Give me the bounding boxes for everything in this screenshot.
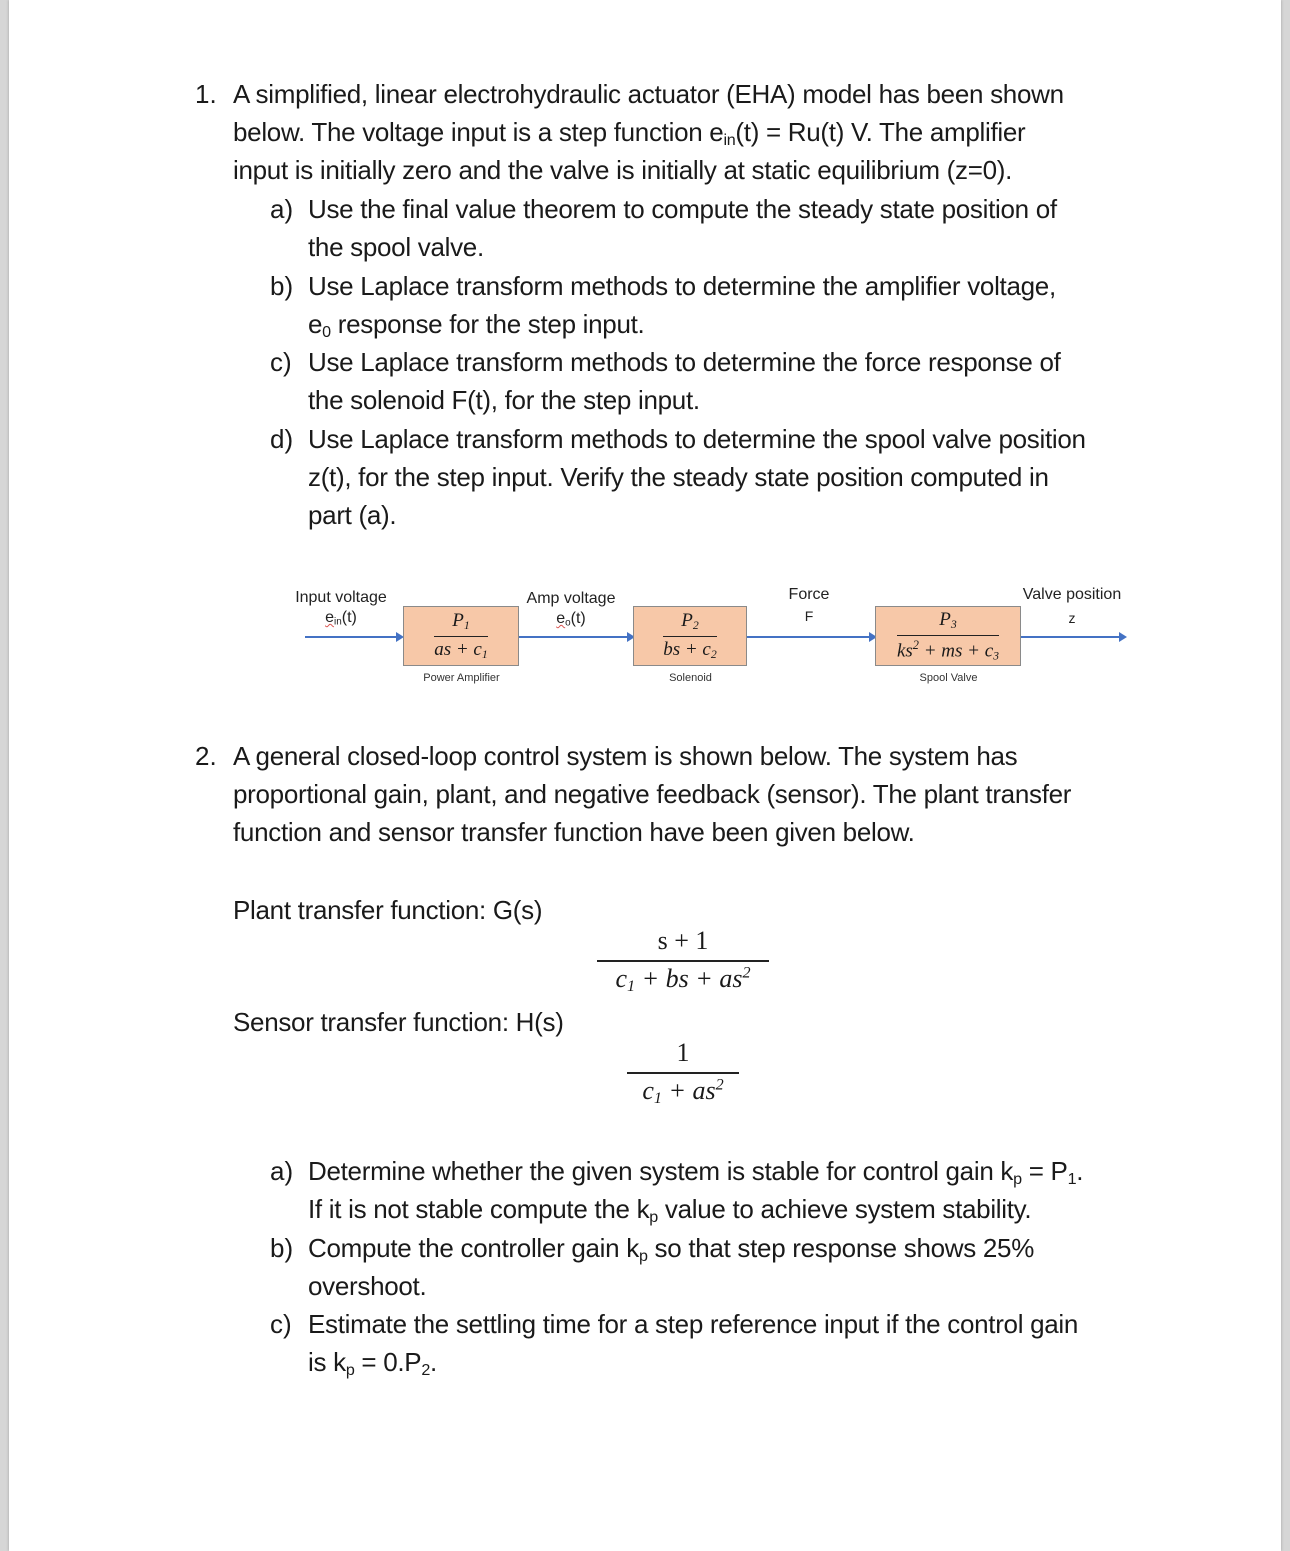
q1-part-b-label: b): [270, 271, 294, 301]
question-1-intro-line-1: A simplified, linear electrohydraulic actuator (EHA) model has been shown: [233, 79, 1064, 109]
arrow-valve-output: [1021, 636, 1125, 638]
arrow-solenoid-to-valve: [747, 636, 875, 638]
block-solenoid-label: Solenoid: [669, 672, 712, 684]
q2-part-c-line-2: is $k_p = 0.P_2$.: [308, 1347, 437, 1380]
signal-input-voltage-symbol: $e_{in}(t)$: [325, 609, 357, 628]
signal-amp-voltage-title: Amp voltage: [526, 590, 616, 607]
signal-force-title: Force: [788, 586, 830, 603]
q2-part-b-line-2: overshoot.: [308, 1271, 427, 1301]
q2-part-b-label: b): [270, 1233, 294, 1263]
question-2-number: 2.: [195, 741, 217, 771]
signal-force-symbol: F: [804, 608, 814, 624]
block-power-amplifier: $\frac{P_1}{as + c_1}$: [403, 606, 519, 666]
question-2-intro-line-2: proportional gain, plant, and negative feedback (sensor). The plant transfer: [233, 779, 1072, 809]
sensor-transfer-function: [627, 1038, 739, 1108]
sensor-transfer-function-label: Sensor transfer function: H(s): [233, 1007, 564, 1037]
q1-part-c-line-1: Use Laplace transform methods to determine the force response of: [308, 347, 1061, 377]
q2-part-b-line-1: Compute the controller gain $k_p$ so that step response shows 25%: [308, 1233, 1035, 1266]
signal-valve-position-title: Valve position: [1022, 586, 1122, 603]
q2-part-a-label: a): [270, 1156, 294, 1186]
block-solenoid: $\frac{P_2}{bs + c_2}$: [633, 606, 747, 666]
block-spool-valve: $\frac{P_3}{ks^2 + ms + c_3}$: [875, 606, 1021, 666]
q1-part-d-line-2: z(t), for the step input. Verify the steady state position computed in: [308, 462, 1049, 492]
signal-amp-voltage-symbol: $e_o(t)$: [556, 610, 586, 629]
question-1-number: 1.: [195, 79, 217, 109]
document-page: [9, 0, 1281, 1551]
q2-part-c-line-1: Estimate the settling time for a step reference input if the control gain: [308, 1309, 1079, 1339]
plant-numerator: s + 1: [657, 926, 709, 955]
question-2-intro-line-1: A general closed-loop control system is shown below. The system has: [233, 741, 1018, 771]
q2-part-a-line-1: Determine whether the given system is stable for control gain $k_p = P_1$.: [308, 1156, 1084, 1189]
question-2-intro-line-3: function and sensor transfer function have been given below.: [233, 817, 915, 847]
q1-part-d-label: d): [270, 424, 294, 454]
q1-part-a-line-2: the spool valve.: [308, 232, 484, 262]
q1-part-d-line-1: Use Laplace transform methods to determine the spool valve position: [308, 424, 1086, 454]
q1-part-c-label: c): [270, 347, 292, 377]
q1-part-c-line-2: the solenoid F(t), for the step input.: [308, 385, 700, 415]
block-spool-valve-label: Spool Valve: [919, 672, 978, 684]
signal-input-voltage-title: Input voltage: [295, 589, 387, 606]
q2-part-c-label: c): [270, 1309, 292, 1339]
q1-part-d-line-3: part (a).: [308, 500, 397, 530]
plant-transfer-function-label: Plant transfer function: G(s): [233, 895, 543, 925]
sensor-numerator: 1: [676, 1038, 690, 1067]
plant-transfer-function: [597, 926, 769, 996]
plant-denominator: $c_1$ + bs + $as^2$: [615, 963, 751, 995]
q1-part-b-line-1: Use Laplace transform methods to determine the amplifier voltage,: [308, 271, 1056, 301]
block-power-amplifier-label: Power Amplifier: [423, 672, 500, 684]
signal-valve-position-symbol: z: [1068, 610, 1076, 626]
sensor-denominator: $c_1 + as^2$: [642, 1075, 724, 1107]
q1-part-a-label: a): [270, 194, 294, 224]
arrow-amplifier-to-solenoid: [519, 636, 633, 638]
q1-part-b-line-2: $e_0$ response for the step input.: [308, 309, 645, 342]
question-1-intro-line-3: input is initially zero and the valve is initially at static equilibrium (z=0).: [233, 155, 1013, 185]
q2-part-a-line-2: If it is not stable compute the $k_p$ value to achieve system stability.: [308, 1194, 1032, 1227]
arrow-input-to-amplifier: [305, 636, 402, 638]
question-1-intro-line-2: below. The voltage input is a step function $e_{in}(t) = Ru(t)$ V. The amplifier: [233, 117, 1026, 150]
q1-part-a-line-1: Use the final value theorem to compute the steady state position of: [308, 194, 1057, 224]
